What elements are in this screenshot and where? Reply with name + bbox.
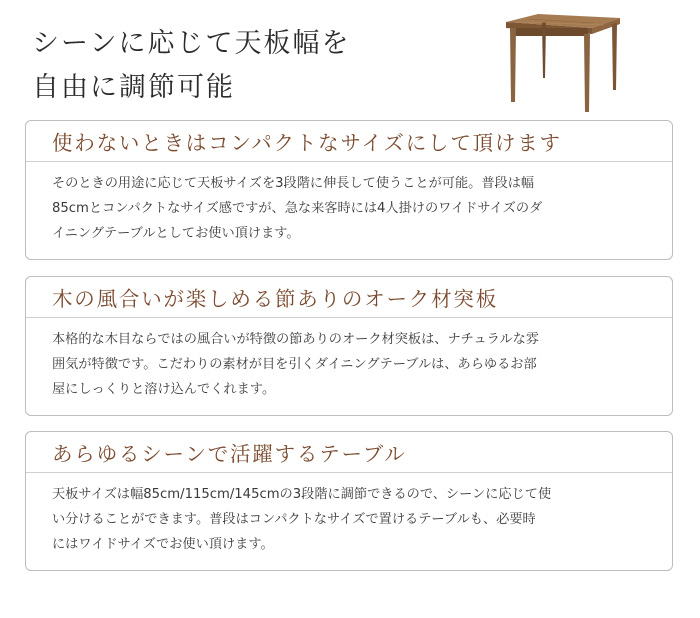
headline: [32, 22, 350, 110]
table-leg-back-right: [612, 23, 617, 90]
feature-body-line: 本格的な木目ならではの風合いが特徴の節ありのオーク材突板は、ナチュラルな雰: [52, 332, 540, 347]
feature-title-oak: 木の風合いが楽しめる節ありのオーク材突板: [26, 277, 672, 318]
feature-card-oak: [25, 276, 673, 416]
feature-body-compact: [26, 162, 672, 246]
feature-body-oak: [26, 318, 672, 402]
feature-body-line: にはワイドサイズでお使い頂けます。: [52, 537, 274, 552]
feature-body-line: 85cmとコンパクトなサイズ感ですが、急な来客時には4人掛けのワイドサイズのダ: [52, 201, 543, 216]
feature-title-compact: 使わないときはコンパクトなサイズにして頂けます: [26, 121, 672, 162]
feature-body-line: 天板サイズは幅85cm/115cm/145cmの3段階に調節できるので、シーンに応じて使: [52, 487, 552, 502]
feature-card-compact: [25, 120, 673, 260]
feature-body-line: 囲気が特徴です。こだわりの素材が目を引くダイニングテーブルは、あらゆるお部: [52, 357, 537, 372]
feature-body-line: イニングテーブルとしてお使い頂けます。: [52, 226, 300, 241]
headline-line-2: 自由に調節可能: [32, 72, 235, 103]
feature-body-versatile: [26, 473, 672, 557]
table-leg-front-right: [584, 34, 590, 112]
table-apron: [512, 28, 588, 36]
table-product-image: [498, 8, 626, 118]
feature-body-line: 屋にしっくりと溶け込んでくれます。: [52, 382, 276, 397]
feature-body-line: い分けることができます。普段はコンパクトなサイズで置けるテーブルも、必要時: [52, 512, 536, 527]
feature-body-line: そのときの用途に応じて天板サイズを3段階に伸長して使うことが可能。普段は幅: [52, 176, 535, 191]
feature-title-versatile: あらゆるシーンで活躍するテーブル: [26, 432, 672, 473]
table-leg-back-left: [542, 22, 546, 78]
table-leg-front-left: [510, 28, 516, 102]
headline-line-1: シーンに応じて天板幅を: [32, 28, 351, 59]
feature-card-versatile: [25, 431, 673, 571]
